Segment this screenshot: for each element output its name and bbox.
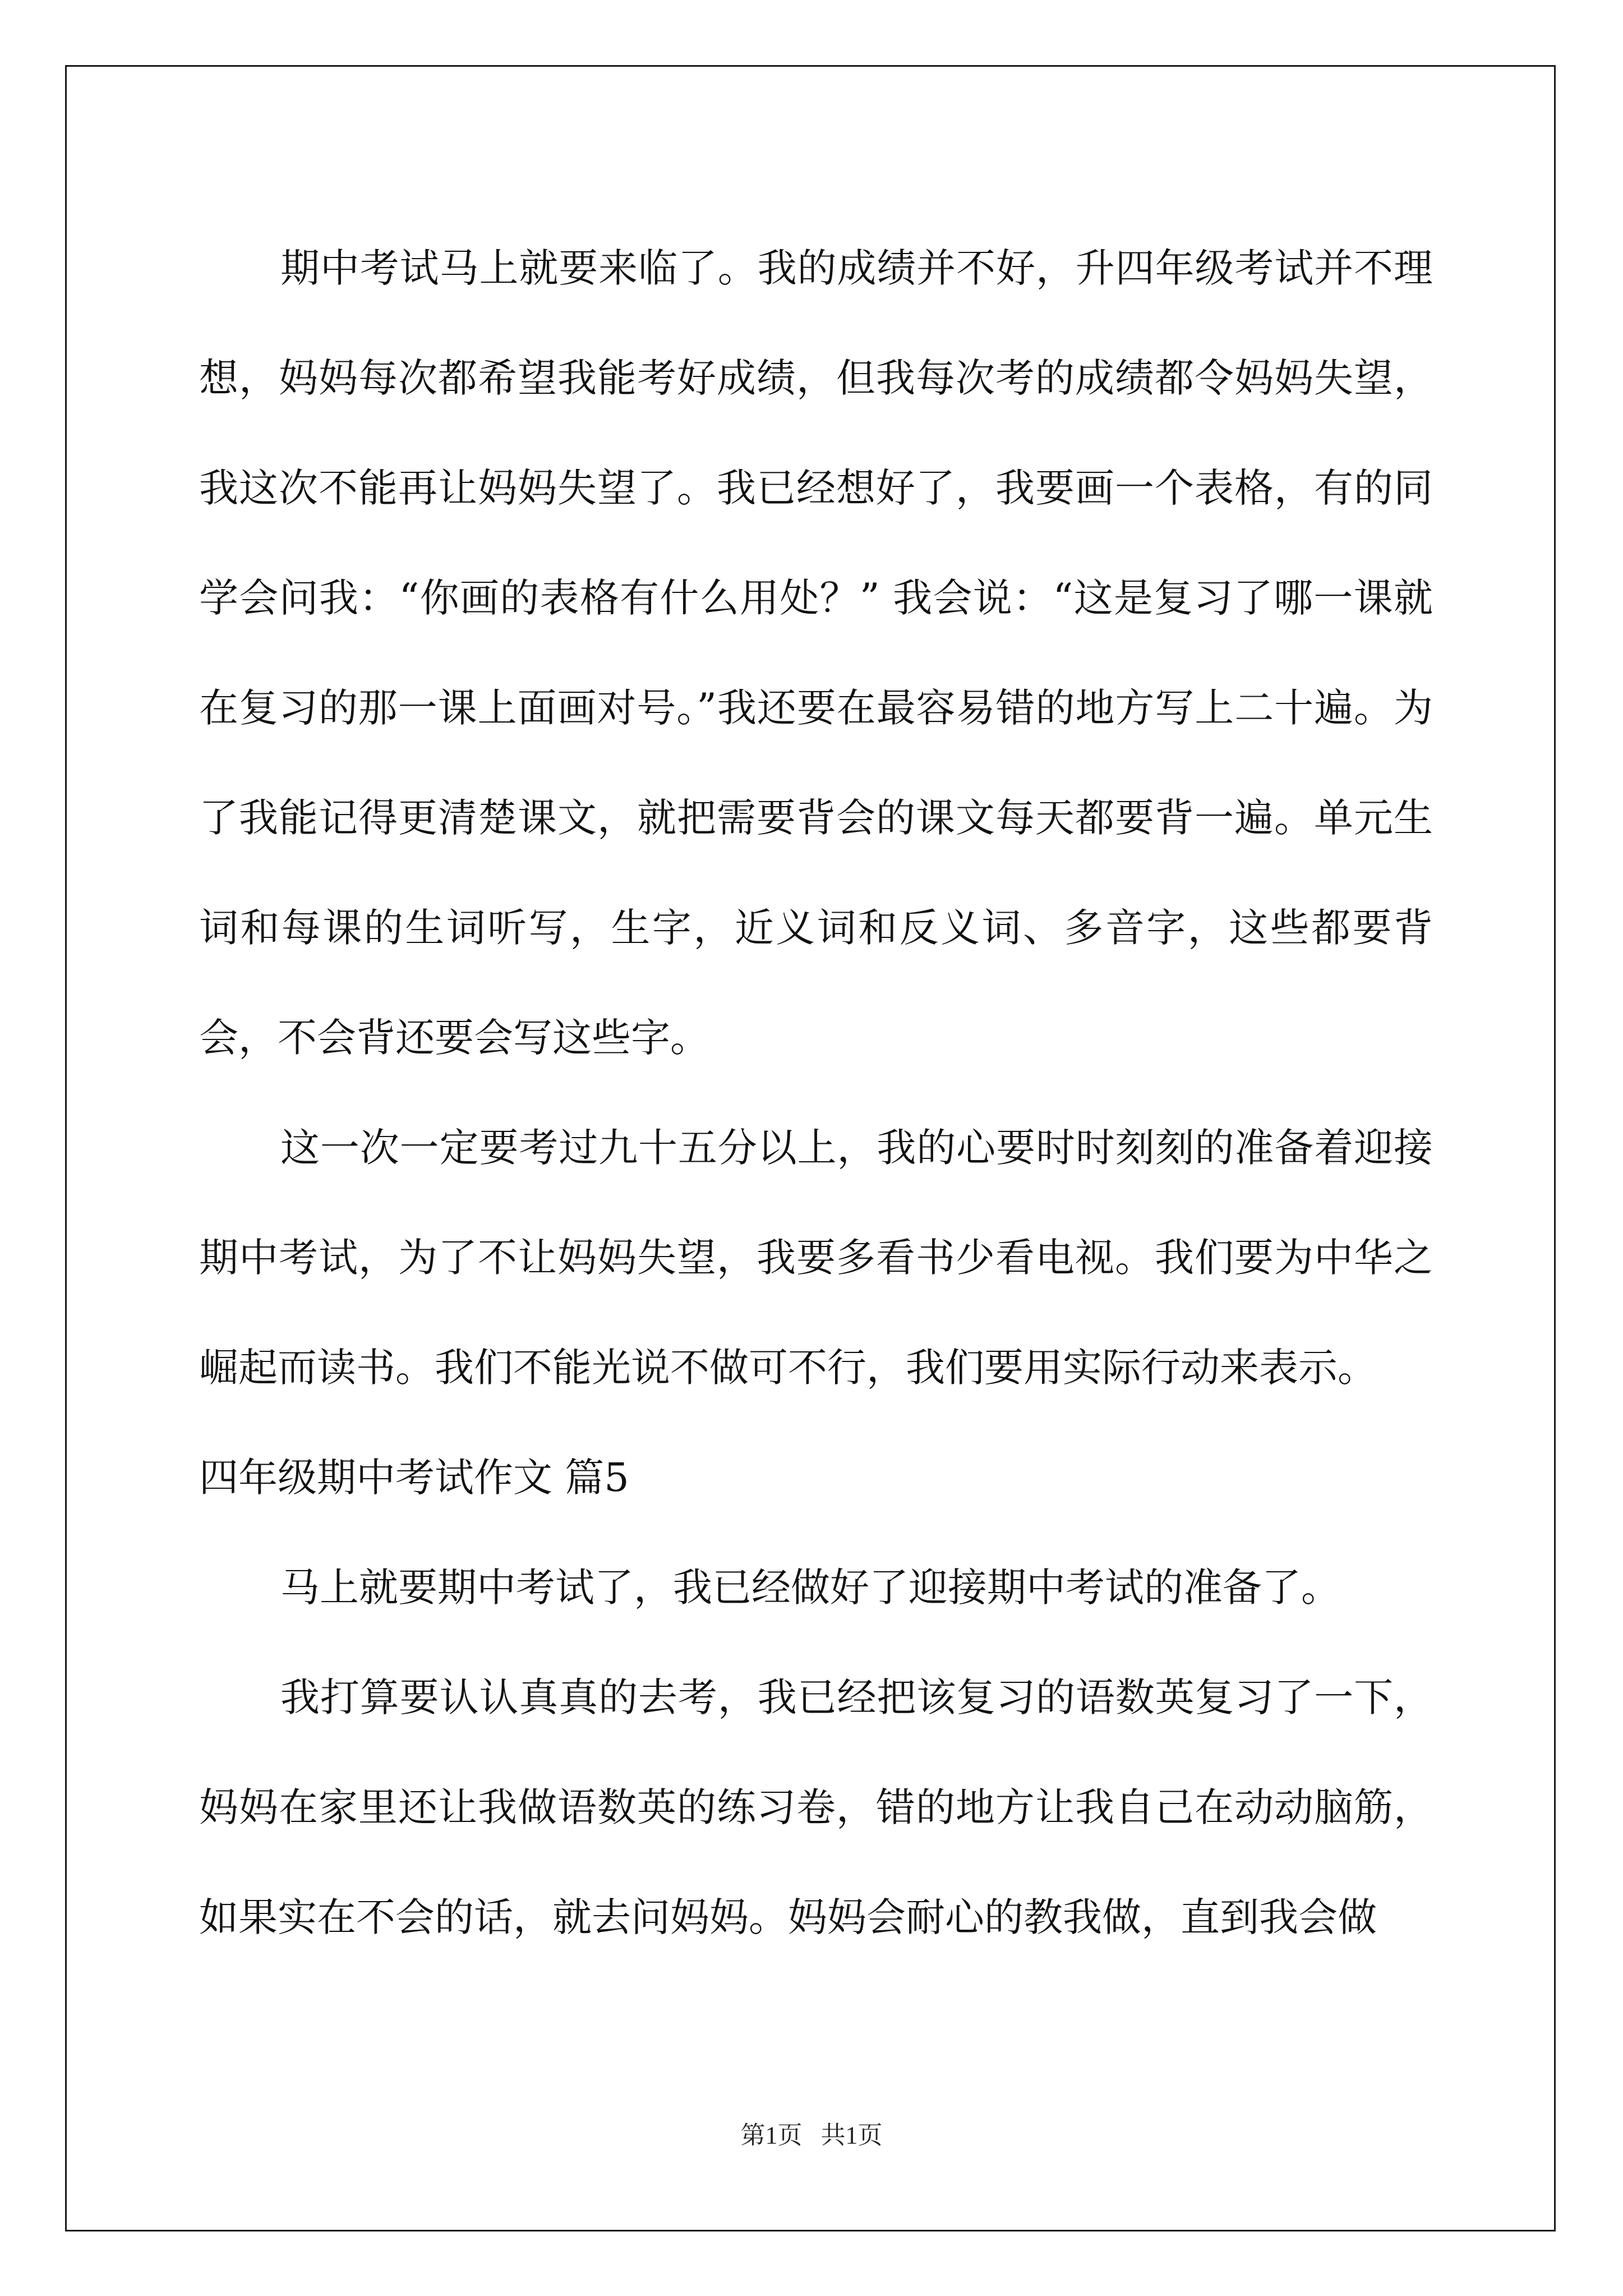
document-body [199,213,1433,1972]
paragraph-3: 马上就要期中考试了，我已经做好了迎接期中考试的准备了。 [280,1565,1340,1611]
page-footer: 第1页 共1页 [740,2122,883,2149]
section-heading: 四年级期中考试作文 篇5 [199,1455,629,1501]
paragraph-2: 这一次一定要考过九十五分以上，我的心要时时刻刻的准备着迎接期中考试，为了不让妈妈失望，我要多看书少看电视。我们要为中华之崛起而读书。我们不能光说不做可不行，我们要用实际行动来表示。 [199,1125,1433,1391]
paragraph-4: 我打算要认认真真的去考，我已经把该复习的语数英复习了一下，妈妈在家里还让我做语数英的练习卷，错的地方让我自己在动动脑筋，如果实在不会的话，就去问妈妈。妈妈会耐心的教我做，直到我会做 [199,1674,1433,1940]
paragraph-1: 期中考试马上就要来临了。我的成绩并不好，升四年级考试并不理想，妈妈每次都希望我能考好成绩，但我每次考的成绩都令妈妈失望，我这次不能再让妈妈失望了。我已经想好了，我要画一个表格，有的同学会问我：“你画的表格有什么用处？” 我会说：“这是复习了哪一课就在复习的那一课上面画对号。”我还要在最容易错的地方写上二十遍。为了我能记得更清楚课文，就把需要背会的课文每天都要背一遍。单元生词和每课的生词听写，生字，近义词和反义词、多音字，这些都要背会，不会背还要会写这些字。 [199,245,1433,1061]
